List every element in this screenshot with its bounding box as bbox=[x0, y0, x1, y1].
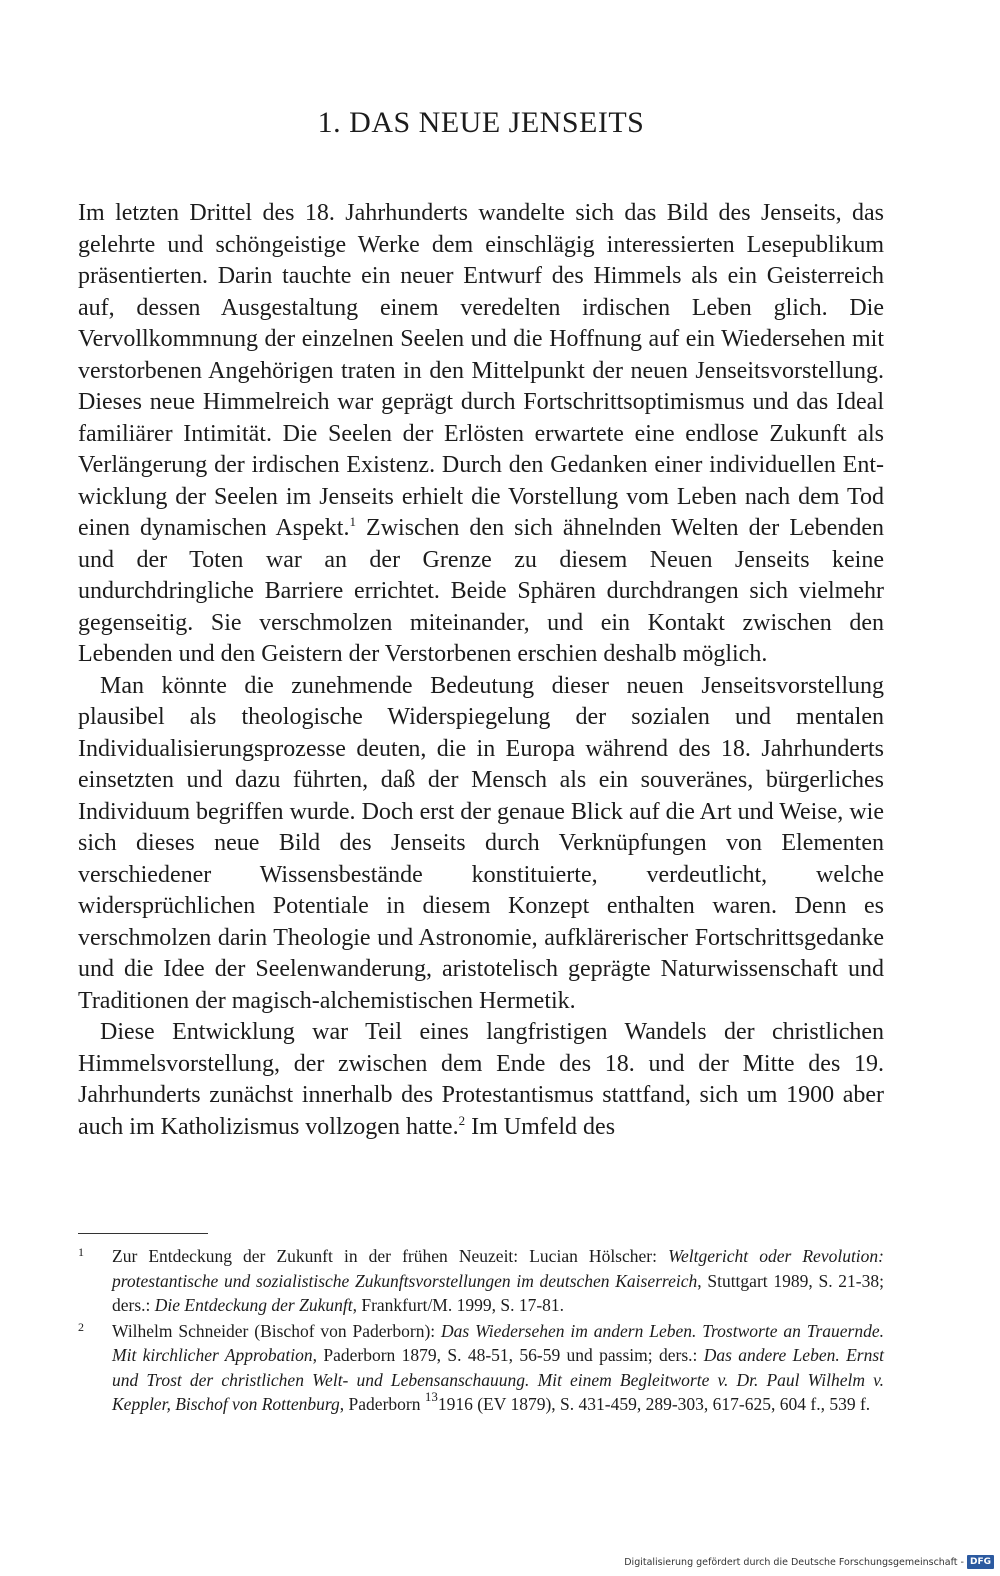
body-text bbox=[78, 198, 884, 1143]
italic-title: Die Entdeckung der Zukunft bbox=[154, 1295, 353, 1315]
footnotes bbox=[78, 1244, 884, 1418]
footnote-reference: 13 bbox=[424, 1389, 438, 1404]
text-run: , Frankfurt/M. 1999, S. 17-81. bbox=[352, 1295, 565, 1315]
paragraph-3 bbox=[78, 1017, 884, 1143]
paragraph-1 bbox=[78, 198, 884, 671]
text-run: Zwischen den sich ähnelnden Welten der Lebenden und der Toten war an der Grenze zu diesem Neuen Jenseits keine undurchdringliche Barriere errichtet. Beide Sphären durchdrangen sich vielmehr gegenseitig. Sie verschmolzen miteinander, und ein Kontakt zwischen den Lebenden und den Geistern der Verstorbenen erschien deshalb möglich. bbox=[78, 515, 884, 667]
text-run: Wilhelm Schneider (Bischof von Paderborn): bbox=[112, 1320, 442, 1341]
footnote-1 bbox=[78, 1244, 884, 1318]
digitization-credit bbox=[624, 1554, 994, 1570]
footnote-number: 1 bbox=[78, 1245, 84, 1259]
text-run: Diese Entwicklung war Teil eines langfristigen Wandels der christlichen Himmelsvorstellung, der zwischen dem Ende des 18. und der Mitte des 19. Jahrhunderts zunächst innerhalb des Protestantismus stattfand, sich um 1900 aber auch im Katholizismus vollzogen hatte. bbox=[78, 1019, 884, 1140]
text-run: , Stuttgart 1989, S. 21-38; ders.: bbox=[112, 1270, 884, 1315]
footnote-number: 2 bbox=[78, 1319, 84, 1334]
chapter-title: 1. DAS NEUE JENSEITS bbox=[317, 106, 645, 139]
text-run: , Paderborn 1879, S. 48-51, 56-59 und passim; ders.: bbox=[312, 1345, 704, 1365]
text-run: Man könnte die zunehmende Bedeutung dieser neuen Jenseitsvorstellung plausibel als theologische Widerspiegelung der sozialen und mentalen Individualisierungsprozesse deuten, die in Europa während des 18. Jahrhunderts einsetzten und dazu führten, daß der Mensch als ein souveränes, bürgerliches Individuum begriffen wurde. Doch erst der genaue Blick auf die Art und Weise, wie sich dieses neue Bild des Jenseits durch Verknüpfungen von Elementen verschiedener Wissensbestände konstituierte, verdeutlicht, welche widersprüchlichen Potentiale in diesem Konzept enthalten waren. Denn es verschmolzen darin Theologie und Astronomie, aufklärerischer Fortschrittsgedanke und die Idee der Seelenwanderung, aristotelisch geprägte Naturwissenschaft und Traditionen der magisch-alchemistischen Hermetik. bbox=[78, 672, 884, 1014]
text-run: , Paderborn bbox=[339, 1394, 425, 1414]
text-run: 1916 (EV 1879), S. 431-459, 289-303, 617-625, 604 f., 539 f. bbox=[437, 1394, 871, 1414]
text-run: Zur Entdeckung der Zukunft in der frühen Neuzeit: Lucian Hölscher: bbox=[112, 1246, 669, 1266]
dfg-logo: DFG bbox=[967, 1555, 994, 1569]
italic-title: Weltgericht oder Revolution: protestantische und sozialistische Zukunftsvorstellungen im deutschen Kaiserreich bbox=[112, 1246, 885, 1291]
text-run: Im letzten Drittel des 18. Jahrhunderts wandelte sich das Bild des Jenseits, das gelehrte und schöngeistige Werke dem einschlägig interessierten Lesepublikum präsentierten. Darin tauchte ein neuer Entwurf des Himmels als ein Geisterreich auf, dessen Ausgestaltung einem veredelten irdischen Leben glich. Die Vervollkommnung der einzelnen Seelen und die Hoffnung auf ein Wiedersehen mit verstorbenen Angehörigen traten in den Mittelpunkt der neuen Jenseitsvorstellung. Dieses neue Himmelreich war geprägt durch Fortschrittsoptimismus und das Ideal familiärer Intimität. Die Seelen der Erlösten erwartete eine endlose Zukunft als Verlängerung der irdischen Existenz. Durch den Gedanken einer individuellen Entwicklung der Seelen im Jenseits erhielt die Vorstellung vom Leben nach dem Tod einen dynamischen Aspekt. bbox=[78, 200, 884, 541]
paragraph-2 bbox=[78, 671, 884, 1018]
italic-title: Das andere Leben. Ernst und Trost der christlichen Welt- und Lebensanschauung. Mit einem Begleitworte v. Dr. Paul Wilhelm v. Keppler, Bischof von Rottenburg bbox=[112, 1345, 884, 1414]
footnote-2 bbox=[78, 1319, 884, 1417]
footnote-divider bbox=[78, 1233, 208, 1234]
footnote-reference: 1 bbox=[349, 514, 356, 529]
book-page bbox=[78, 0, 884, 1576]
text-run: Im Umfeld des bbox=[465, 1113, 616, 1140]
footnote-reference: 2 bbox=[458, 1112, 466, 1128]
italic-title: Das Wiedersehen im andern Leben. Trostworte an Trauernde. Mit kirchlicher Approbation bbox=[112, 1320, 885, 1365]
credit-text: Digitalisierung gefördert durch die Deutsche Forschungsgemeinschaft - bbox=[624, 1556, 964, 1568]
